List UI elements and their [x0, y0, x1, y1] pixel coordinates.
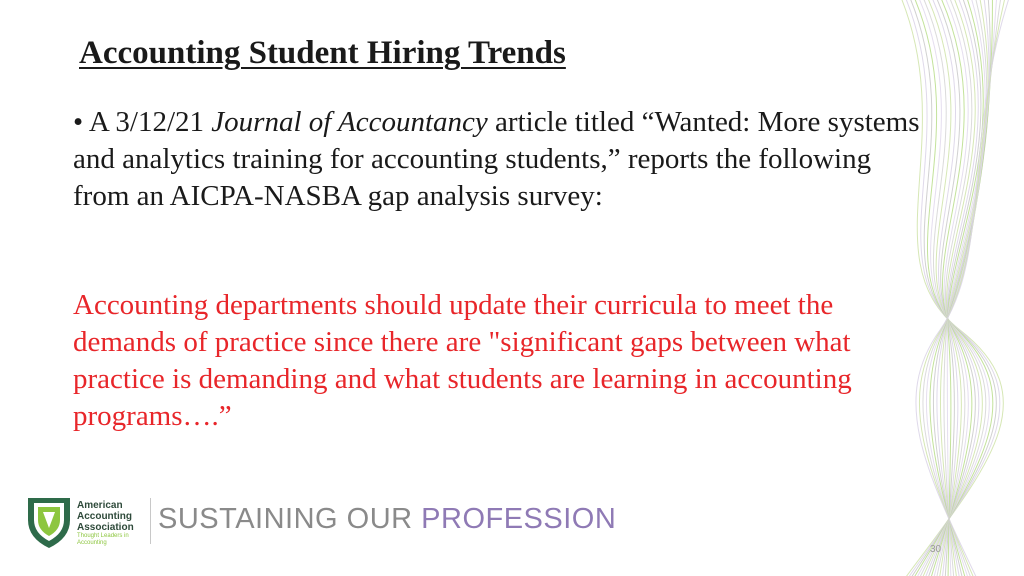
bullet-prefix: A 3/12/21: [88, 106, 212, 138]
journal-title: Journal of Accountancy: [211, 106, 488, 138]
footer-divider: [150, 498, 151, 544]
bullet-paragraph: [73, 104, 933, 215]
bullet-marker: •: [73, 106, 89, 138]
tagline-part2: PROFESSION: [421, 503, 617, 535]
org-tagline: Thought Leaders in Accounting: [77, 533, 129, 546]
slide-title: Accounting Student Hiring Trends: [79, 35, 566, 71]
bullet-rest: article titled “Wanted: More systems and analytics training for accounting students,” reports the following from an AICPA-NASBA gap analysis survey:: [73, 106, 920, 212]
quote-text: Accounting departments should update their curricula to meet the demands of practice since there are "significant gaps between what practice is demanding and what students are learning in accounting programs….”: [73, 289, 852, 432]
page-number: 30: [930, 544, 942, 555]
footer-tagline: [158, 504, 616, 536]
org-name: American Accounting Association: [77, 500, 134, 533]
tagline-part1: SUSTAINING OUR: [158, 503, 422, 535]
